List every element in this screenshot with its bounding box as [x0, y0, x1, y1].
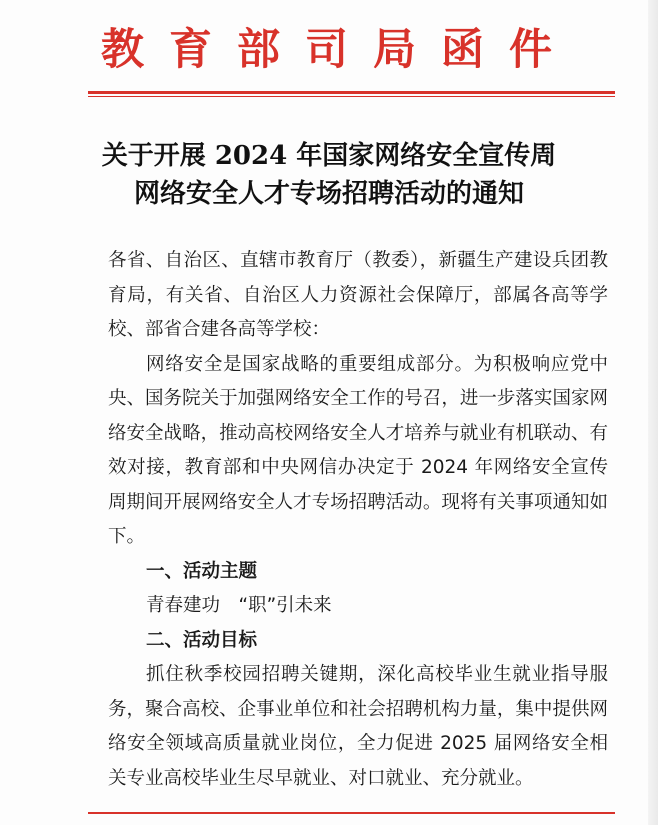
section-2-heading: 二、活动目标 — [146, 629, 258, 651]
letterhead-title: 教育部司局函件 — [101, 25, 577, 75]
section-1-content: 青春建功 “职”引未来 — [146, 595, 332, 616]
notice-title-line-2: 网络安全人才专场招聘活动的通知 — [133, 179, 524, 209]
notice-body — [108, 244, 608, 796]
page-bottom-rule — [88, 812, 615, 814]
section-2-content: 抓住秋季校园招聘关键期，深化高校毕业生就业指导服务，聚合高校、企事业单位和社会招聘机构力量，集中提供网络安全领域高质量就业岗位，全力促进 2025 届网络安全相关专业高校毕业生尽早就业、对口就业、充分就业。 — [108, 664, 608, 789]
scan-edge — [648, 0, 658, 825]
addressee-paragraph: 各省、自治区、直辖市教育厅（教委），新疆生产建设兵团教育局，有关省、自治区人力资源社会保障厅，部属各高等学校、部省合建各高等学校： — [108, 250, 608, 340]
intro-paragraph: 网络安全是国家战略的重要组成部分。为积极响应党中央、国务院关于加强网络安全工作的号召，进一步落实国家网络安全战略，推动高校网络安全人才培养与就业有机联动、有效对接，教育部和中央网信办决定于 2024 年网络安全宣传周期间开展网络安全人才专场招聘活动。现将有关事项通知如下。 — [108, 353, 608, 547]
letterhead-rule-thick — [88, 91, 615, 94]
section-1-heading: 一、活动主题 — [146, 560, 258, 582]
letterhead-rule-thin — [88, 96, 615, 97]
notice-title-line-1: 关于开展 2024 年国家网络安全宣传周 — [101, 141, 557, 171]
